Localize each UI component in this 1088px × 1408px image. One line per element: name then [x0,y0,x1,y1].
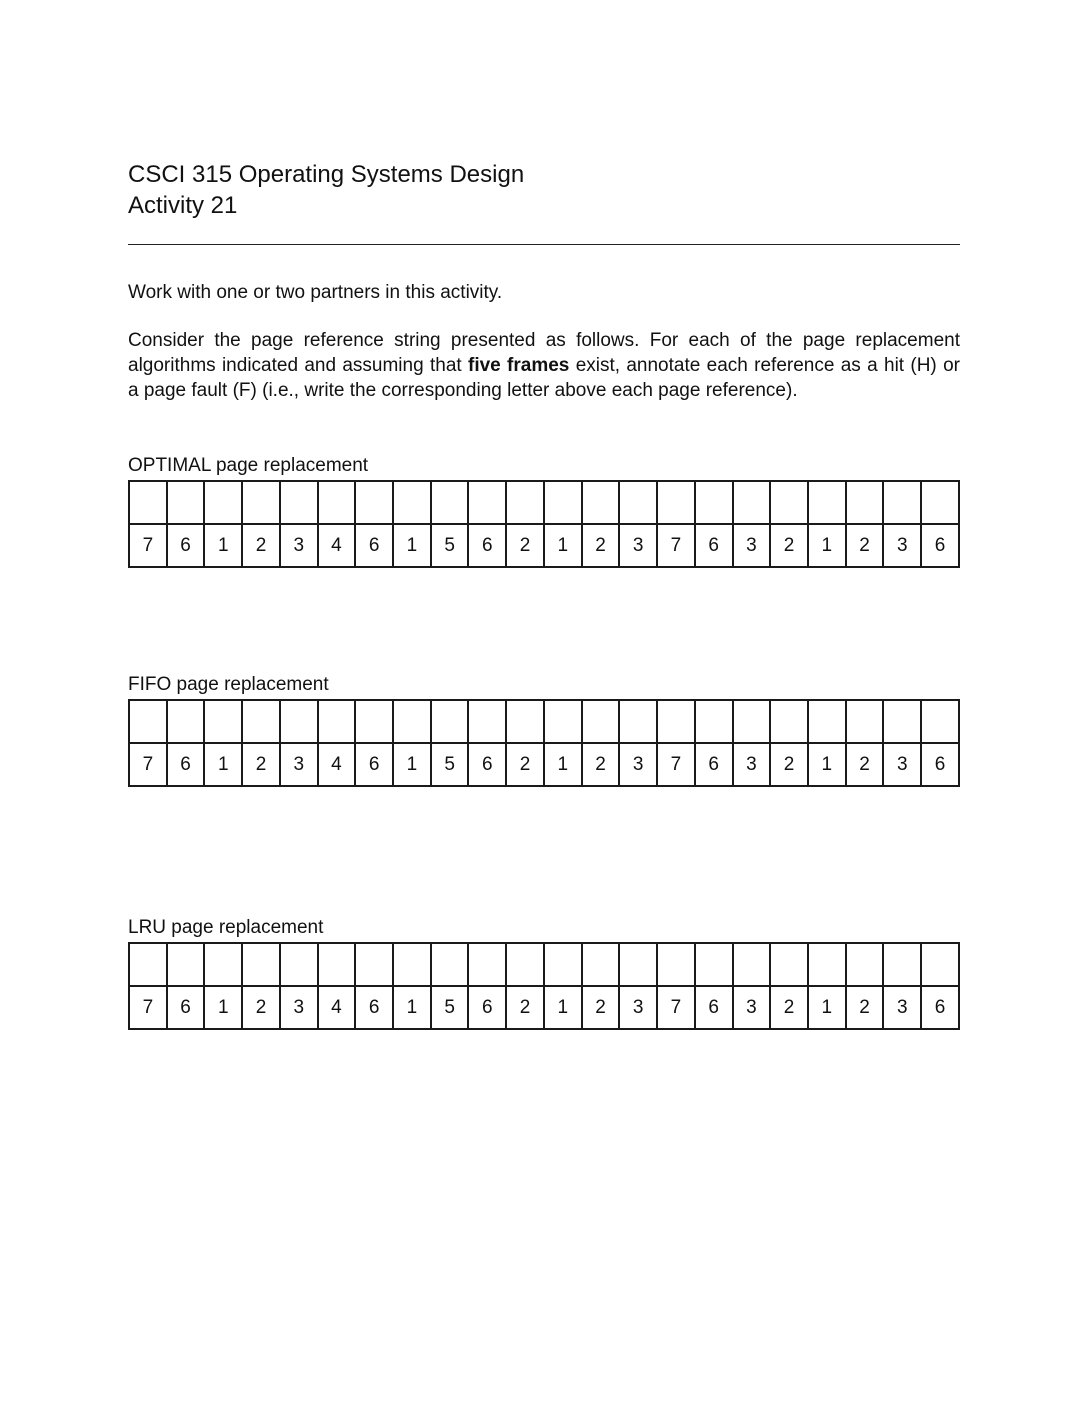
page-reference-cell: 3 [733,743,771,786]
instructions-text-before: Consider the page reference string presented as follows. For each of the page replacement algorithms indicated and assuming that [128,330,960,376]
page-reference-cell: 2 [770,743,808,786]
page-reference-cell: 2 [770,986,808,1029]
page-reference-cell: 1 [204,986,242,1029]
page-reference-cell: 2 [242,524,280,567]
optimal-section [128,454,960,568]
answer-cell[interactable] [619,943,657,986]
answer-cell[interactable] [883,700,921,743]
answer-cell[interactable] [695,700,733,743]
answer-cell[interactable] [506,943,544,986]
answer-row [129,481,959,524]
page-reference-cell: 3 [280,524,318,567]
partners-instruction: Work with one or two partners in this activity. [128,282,503,303]
answer-cell[interactable] [770,700,808,743]
page-reference-cell: 7 [657,986,695,1029]
page-reference-cell: 2 [506,524,544,567]
page-reference-cell: 7 [129,524,167,567]
page-reference-cell: 6 [921,743,959,786]
page-reference-cell: 1 [808,986,846,1029]
answer-cell[interactable] [355,943,393,986]
answer-cell[interactable] [921,943,959,986]
page-reference-cell: 3 [280,743,318,786]
fifo-section [128,673,960,787]
answer-cell[interactable] [582,700,620,743]
lru-reference-table [128,942,960,1030]
fifo-reference-table [128,699,960,787]
answer-cell[interactable] [318,481,356,524]
answer-cell[interactable] [808,481,846,524]
answer-cell[interactable] [544,943,582,986]
page-reference-cell: 1 [808,743,846,786]
answer-cell[interactable] [242,700,280,743]
answer-cell[interactable] [393,943,431,986]
page-reference-cell: 6 [355,524,393,567]
document-header [128,159,524,221]
optimal-reference-table [128,480,960,568]
answer-cell[interactable] [280,481,318,524]
answer-cell[interactable] [393,700,431,743]
answer-cell[interactable] [506,481,544,524]
answer-cell[interactable] [582,943,620,986]
answer-cell[interactable] [733,943,771,986]
page-reference-cell: 1 [808,524,846,567]
page-reference-cell: 3 [619,524,657,567]
answer-cell[interactable] [506,700,544,743]
page-reference-cell: 3 [883,524,921,567]
page-reference-cell: 2 [506,986,544,1029]
section-label: OPTIMAL page replacement [128,455,369,476]
answer-cell[interactable] [695,481,733,524]
page-reference-cell: 7 [657,743,695,786]
page-reference-cell: 1 [204,524,242,567]
answer-cell[interactable] [393,481,431,524]
lru-section [128,916,960,1030]
answer-cell[interactable] [619,481,657,524]
answer-cell[interactable] [280,700,318,743]
page-reference-cell: 2 [846,986,884,1029]
answer-cell[interactable] [770,943,808,986]
answer-cell[interactable] [318,943,356,986]
page-reference-cell: 3 [733,524,771,567]
page-reference-cell: 3 [733,986,771,1029]
page-reference-cell: 2 [242,986,280,1029]
page-reference-cell: 3 [280,986,318,1029]
answer-cell[interactable] [468,481,506,524]
answer-cell[interactable] [544,700,582,743]
answer-row [129,700,959,743]
answer-cell[interactable] [431,700,469,743]
reference-row [129,524,959,567]
page-reference-cell: 6 [167,743,205,786]
instructions-text-after: exist, annotate each reference as a hit (H) or a page fault (F) (i.e., write the corresponding letter above each page reference). [128,355,960,401]
answer-cell[interactable] [167,700,205,743]
page-reference-cell: 7 [129,743,167,786]
page-reference-cell: 2 [582,524,620,567]
page-reference-cell: 5 [431,986,469,1029]
page-reference-cell: 2 [506,743,544,786]
answer-cell[interactable] [468,700,506,743]
page-reference-cell: 6 [167,524,205,567]
page-reference-cell: 2 [846,524,884,567]
answer-cell[interactable] [129,943,167,986]
header-divider [128,244,960,245]
answer-cell[interactable] [657,700,695,743]
section-label: LRU page replacement [128,917,324,938]
answer-cell[interactable] [582,481,620,524]
page-reference-cell: 6 [468,986,506,1029]
page-reference-cell: 1 [204,743,242,786]
page-reference-cell: 1 [393,524,431,567]
page-reference-cell: 2 [846,743,884,786]
answer-cell[interactable] [167,481,205,524]
page-reference-cell: 3 [619,743,657,786]
page-reference-cell: 2 [582,743,620,786]
reference-row [129,986,959,1029]
page-reference-cell: 6 [468,743,506,786]
page-reference-cell: 1 [544,743,582,786]
answer-cell[interactable] [204,700,242,743]
page-reference-cell: 1 [544,986,582,1029]
answer-cell[interactable] [355,481,393,524]
answer-cell[interactable] [921,700,959,743]
page-reference-cell: 1 [544,524,582,567]
answer-cell[interactable] [318,700,356,743]
page-reference-cell: 6 [468,524,506,567]
answer-cell[interactable] [883,481,921,524]
answer-cell[interactable] [657,943,695,986]
page-reference-cell: 6 [921,986,959,1029]
answer-row [129,943,959,986]
answer-cell[interactable] [242,481,280,524]
page-reference-cell: 6 [695,986,733,1029]
section-label: FIFO page replacement [128,674,329,695]
page-reference-cell: 6 [355,986,393,1029]
answer-cell[interactable] [695,943,733,986]
page-reference-cell: 1 [393,986,431,1029]
answer-cell[interactable] [883,943,921,986]
answer-cell[interactable] [544,481,582,524]
answer-cell[interactable] [167,943,205,986]
page-reference-cell: 5 [431,743,469,786]
answer-cell[interactable] [129,481,167,524]
answer-cell[interactable] [242,943,280,986]
activity-title: Activity 21 [128,192,238,219]
answer-cell[interactable] [204,481,242,524]
answer-cell[interactable] [846,700,884,743]
answer-cell[interactable] [846,481,884,524]
answer-cell[interactable] [619,700,657,743]
answer-cell[interactable] [657,481,695,524]
answer-cell[interactable] [770,481,808,524]
page-reference-cell: 2 [770,524,808,567]
page-reference-cell: 4 [318,524,356,567]
answer-cell[interactable] [129,700,167,743]
page-reference-cell: 7 [129,986,167,1029]
page-reference-cell: 1 [393,743,431,786]
course-title: CSCI 315 Operating Systems Design [128,161,525,188]
answer-cell[interactable] [733,700,771,743]
instructions-bold-text: five frames [468,355,570,376]
page-reference-cell: 6 [695,743,733,786]
page-reference-cell: 6 [695,524,733,567]
answer-cell[interactable] [921,481,959,524]
page-reference-cell: 2 [242,743,280,786]
page-reference-cell: 3 [883,986,921,1029]
answer-cell[interactable] [204,943,242,986]
answer-cell[interactable] [808,700,846,743]
page-reference-cell: 2 [582,986,620,1029]
answer-cell[interactable] [733,481,771,524]
page-reference-cell: 5 [431,524,469,567]
page-reference-cell: 6 [167,986,205,1029]
page-reference-cell: 6 [355,743,393,786]
answer-cell[interactable] [280,943,318,986]
page-reference-cell: 4 [318,986,356,1029]
page-reference-cell: 6 [921,524,959,567]
page-reference-cell: 3 [883,743,921,786]
page-reference-cell: 3 [619,986,657,1029]
page-reference-cell: 7 [657,524,695,567]
answer-cell[interactable] [808,943,846,986]
task-instructions [128,328,960,403]
page-reference-cell: 4 [318,743,356,786]
answer-cell[interactable] [431,943,469,986]
answer-cell[interactable] [846,943,884,986]
reference-row [129,743,959,786]
answer-cell[interactable] [468,943,506,986]
answer-cell[interactable] [431,481,469,524]
answer-cell[interactable] [355,700,393,743]
